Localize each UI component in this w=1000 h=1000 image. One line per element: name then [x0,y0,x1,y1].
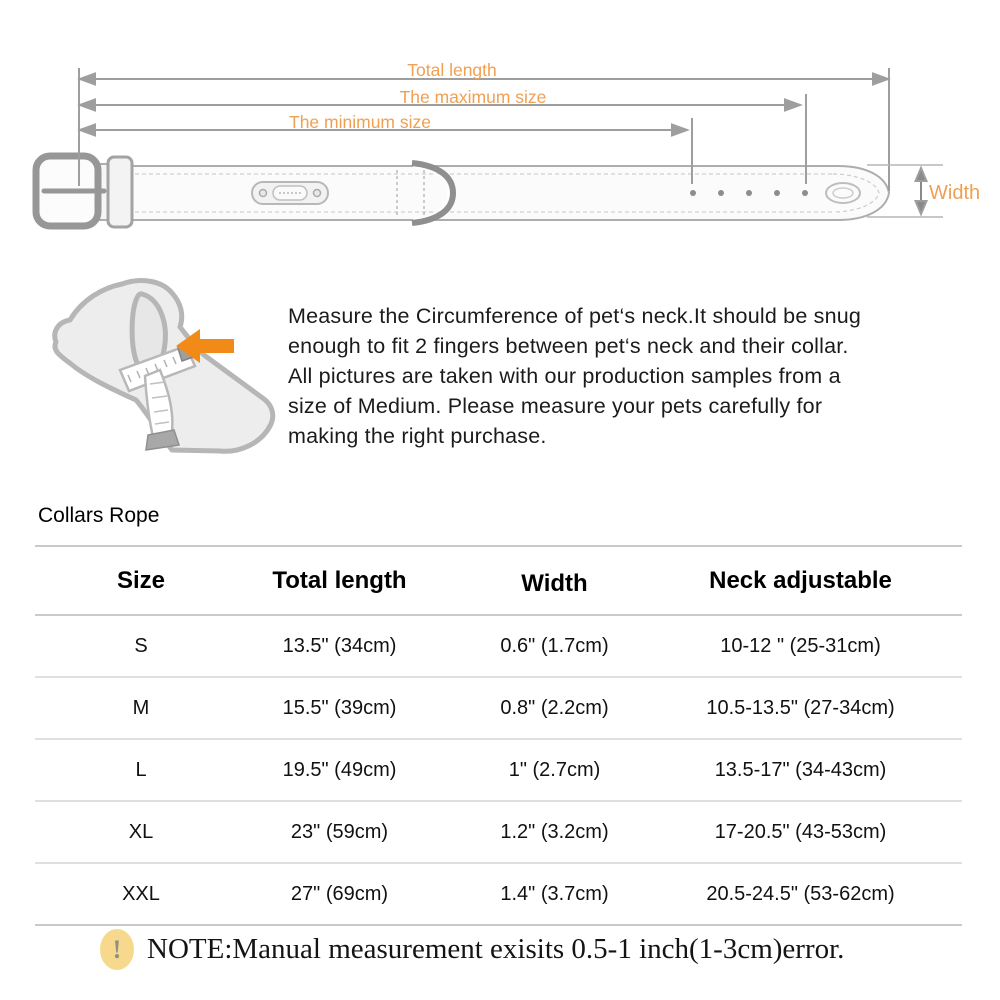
table-row-m [35,677,962,739]
cell-total-length: 15.5" (39cm) [282,696,397,719]
keeper-loop [108,157,132,227]
dimension-label-minimum-size: The minimum size [289,112,431,132]
table-row-l [35,739,962,801]
cell-neck: 17-20.5" (43-53cm) [714,820,887,843]
collar-measurement-diagram [0,0,1000,255]
dog-illustration [38,252,278,467]
column-header-total-length: Total length [272,566,407,594]
measure-instructions-line: making the right purchase. [288,424,547,448]
cell-width: 1" (2.7cm) [508,758,601,781]
measure-instructions [288,301,953,451]
note-row [100,929,844,970]
cell-width: 0.8" (2.2cm) [500,696,609,719]
cell-total-length: 27" (69cm) [290,882,389,905]
column-header-size: Size [116,566,166,594]
cell-width: 1.2" (3.2cm) [500,820,609,843]
table-row-s [35,615,962,677]
dimension-label-total-length: Total length [407,60,497,80]
cell-width: 0.6" (1.7cm) [500,634,609,657]
column-header-neck-adjustable: Neck adjustable [709,566,892,594]
section-title: Collars Rope [38,504,160,527]
table-row-xl [35,801,962,863]
cell-size: L [135,758,147,781]
measure-instructions-line: Measure the Circumference of pet‘s neck.It should be snug [288,304,862,328]
cell-total-length: 19.5" (49cm) [282,758,397,781]
exclamation-icon: ! [100,929,134,970]
cell-neck: 10.5-13.5" (27-34cm) [706,696,895,719]
size-table-header-row [35,546,962,615]
cell-size: XXL [122,882,160,905]
cell-neck: 13.5-17" (34-43cm) [714,758,887,781]
table-row-xxl [35,863,962,925]
collar-illustration [36,156,889,227]
measure-instructions-line: size of Medium. Please measure your pets carefully for [288,394,823,418]
cell-width: 1.4" (3.7cm) [500,882,609,905]
dimension-label-maximum-size: The maximum size [399,87,547,107]
measure-instructions-line: enough to fit 2 fingers between pet‘s neck and their collar. [288,334,849,358]
brand-plate [252,182,328,204]
cell-size: M [132,696,150,719]
size-table [35,545,962,926]
cell-neck: 20.5-24.5" (53-62cm) [706,882,895,905]
column-header-width: Width [521,570,588,597]
measure-instructions-line: All pictures are taken with our production samples from a [288,364,841,388]
cell-size: S [134,634,148,657]
cell-size: XL [128,820,154,843]
cell-total-length: 23" (59cm) [290,820,389,843]
note-text: NOTE:Manual measurement exisits 0.5-1 inch(1-3cm)error. [147,933,845,965]
cell-neck: 10-12 " (25-31cm) [720,634,881,657]
cell-total-length: 13.5" (34cm) [282,634,397,657]
dimension-label-width: Width [929,182,981,204]
